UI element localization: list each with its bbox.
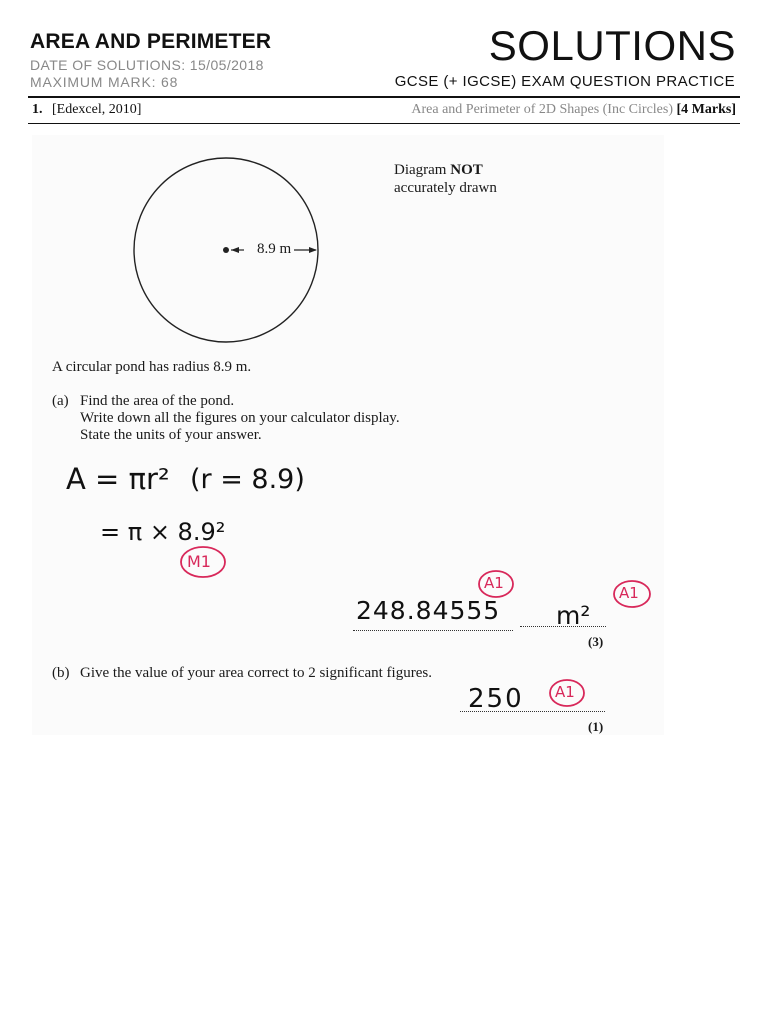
part-b-label: (b) (52, 665, 70, 681)
part-a-marks: (3) (588, 634, 604, 649)
circle-diagram (120, 150, 330, 350)
solutions-heading: SOLUTIONS (488, 22, 736, 69)
question-source: [Edexcel, 2010] (52, 102, 142, 117)
maximum-mark: MAXIMUM MARK: 68 (30, 74, 179, 90)
question-bottom-rule (28, 123, 740, 124)
question-marks: [4 Marks] (676, 102, 736, 117)
part-a-line3: State the units of your answer. (80, 427, 262, 443)
diagram-note-bold: NOT (450, 162, 483, 178)
centre-point (223, 247, 229, 253)
m1-mark: M1 (187, 552, 211, 571)
question-intro: A circular pond has radius 8.9 m. (52, 359, 252, 375)
document-title: AREA AND PERIMETER (30, 30, 272, 53)
handwritten-substitution: = π × 8.9² (100, 518, 226, 546)
question-topic: Area and Perimeter of 2D Shapes (Inc Circles) (411, 102, 673, 117)
units-line (520, 626, 606, 627)
answer-b-value: 250 (468, 684, 524, 714)
part-a-label: (a) (52, 393, 69, 409)
a1-mark-b: A1 (555, 683, 575, 701)
answer-a-value: 248.84555 (356, 596, 501, 625)
part-b-marks: (1) (588, 719, 604, 734)
exam-subtitle: GCSE (+ IGCSE) EXAM QUESTION PRACTICE (394, 73, 735, 90)
diagram-note (394, 162, 483, 179)
answer-units: m² (556, 601, 591, 630)
part-a-line2: Write down all the figures on your calculator display. (80, 410, 400, 426)
a1-mark-units: A1 (619, 584, 639, 602)
handwritten-formula: A = πr² (66, 462, 170, 496)
part-b-text: Give the value of your area correct to 2 significant figures. (80, 665, 432, 681)
part-a-line1: Find the area of the pond. (80, 393, 235, 409)
diagram-note-line2: accurately drawn (394, 180, 497, 196)
solutions-date: DATE OF SOLUTIONS: 15/05/2018 (30, 57, 264, 73)
a1-mark-answer: A1 (484, 574, 504, 592)
question-top-rule (28, 96, 740, 98)
diagram-note-text: Diagram (394, 162, 447, 178)
question-number: 1. (32, 102, 43, 117)
handwritten-given-radius: (r = 8.9) (190, 464, 305, 495)
answer-b-line (460, 711, 605, 712)
question-topic-line (411, 102, 736, 118)
radius-label: 8.9 m (257, 241, 292, 257)
answer-a-line (353, 630, 513, 631)
